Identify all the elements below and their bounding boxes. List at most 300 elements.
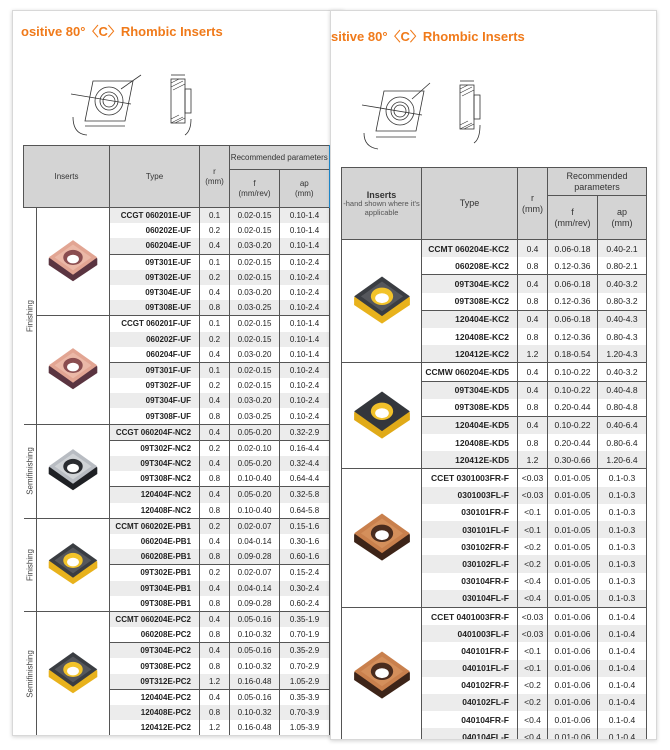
header-r-unit: (mm) [205, 176, 224, 186]
type-cell: 09T302E-PB1 [110, 565, 200, 581]
ap-cell: 1.20-6.4 [598, 451, 647, 469]
insert-image-cell [37, 208, 110, 316]
insert-image-cell [342, 607, 422, 740]
r-cell: <0.03 [518, 625, 548, 642]
f-cell: 0.06-0.18 [548, 275, 598, 293]
r-cell: 0.4 [200, 643, 230, 659]
type-cell: 09T302F-UF [110, 378, 200, 393]
type-cell: CCET 0401003FR-F [422, 607, 518, 625]
insert-image-cell [37, 518, 110, 611]
r-cell: 0.8 [200, 408, 230, 424]
f-cell: 0.09-0.28 [230, 549, 280, 565]
type-cell: 030104FL-F [422, 590, 518, 608]
f-cell: 0.10-0.22 [548, 363, 598, 381]
page-title: sitive 80°〈C〉Rhombic Inserts [331, 29, 525, 44]
type-cell: 060204E-UF [110, 238, 200, 254]
ap-cell: 1.05-3.9 [280, 720, 330, 735]
type-cell: 09T308E-PB1 [110, 596, 200, 612]
insert-gold-dark-icon [351, 433, 413, 443]
r-cell: 0.2 [200, 440, 230, 456]
header-f-label: f [571, 207, 574, 218]
ap-cell: 0.10-1.4 [280, 316, 330, 332]
ap-cell: 0.1-0.4 [598, 694, 647, 711]
type-cell: 040101FL-F [422, 660, 518, 677]
f-cell: 0.10-0.40 [230, 503, 280, 519]
f-cell: 0.02-0.15 [230, 208, 280, 224]
type-cell: 120404F-NC2 [110, 487, 200, 503]
section-label: Semifinishing [25, 649, 35, 698]
type-cell: CCMT 060202E-PB1 [110, 518, 200, 534]
ap-cell: 0.40-6.4 [598, 416, 647, 434]
insert-dimension-drawing [63, 59, 203, 139]
type-cell: CCMT 060204E-KC2 [422, 240, 518, 258]
f-cell: 0.01-0.06 [548, 607, 598, 625]
r-cell: 0.1 [200, 362, 230, 378]
ap-cell: 0.10-2.4 [280, 300, 330, 316]
ap-cell: 0.1-0.4 [598, 677, 647, 694]
f-cell: 0.09-0.28 [230, 596, 280, 612]
type-cell: 09T304E-PC2 [110, 643, 200, 659]
table-row [24, 208, 330, 224]
r-cell: <0.1 [518, 660, 548, 677]
ap-cell: 0.60-1.6 [280, 549, 330, 565]
type-cell: 09T312E-PC2 [110, 674, 200, 690]
header-ap-label: ap [299, 179, 309, 189]
header-inserts-label: Inserts [366, 189, 397, 200]
r-cell: <0.03 [518, 487, 548, 504]
f-cell: 0.01-0.05 [548, 487, 598, 504]
insert-spec-table [341, 167, 647, 740]
insert-image-cell [37, 611, 110, 735]
f-cell: 0.02-0.15 [230, 362, 280, 378]
table-row [342, 363, 647, 381]
ap-cell: 0.10-2.4 [280, 362, 330, 378]
table-row [342, 469, 647, 487]
type-cell: CCMW 060204E-KD5 [422, 363, 518, 381]
f-cell: 0.02-0.15 [230, 254, 280, 270]
ap-cell: 0.10-2.4 [280, 393, 330, 408]
f-cell: 0.05-0.20 [230, 456, 280, 471]
type-cell: CCET 0301003FR-F [422, 469, 518, 487]
r-cell: 0.4 [200, 347, 230, 363]
r-cell: 0.8 [518, 434, 548, 451]
ap-cell: 0.1-0.3 [598, 555, 647, 572]
r-cell: <0.4 [518, 590, 548, 608]
header-f-label: f [253, 179, 256, 189]
f-cell: 0.04-0.14 [230, 534, 280, 549]
r-cell: 0.4 [200, 487, 230, 503]
type-cell: 09T302F-NC2 [110, 440, 200, 456]
r-cell: 0.4 [518, 363, 548, 381]
r-cell: 0.8 [200, 705, 230, 720]
r-cell: 0.8 [200, 549, 230, 565]
f-cell: 0.01-0.05 [548, 538, 598, 555]
ap-cell: 1.05-2.9 [280, 674, 330, 690]
type-cell: 040104FL-F [422, 728, 518, 740]
header-ap-unit: (mm) [611, 217, 633, 228]
type-cell: 09T308E-UF [110, 300, 200, 316]
header-type: Type [110, 146, 200, 208]
type-cell: 060204E-PB1 [110, 534, 200, 549]
table-row [342, 240, 647, 258]
ap-cell: 0.80-3.2 [598, 293, 647, 311]
r-cell: 0.2 [200, 378, 230, 393]
ap-cell: 0.35-2.9 [280, 643, 330, 659]
r-cell: 0.8 [518, 328, 548, 345]
type-cell: 0401003FL-F [422, 625, 518, 642]
ap-cell: 0.64-4.4 [280, 471, 330, 487]
type-cell: 040101FR-F [422, 642, 518, 659]
r-cell: 0.8 [518, 399, 548, 417]
ap-cell: 0.1-0.4 [598, 728, 647, 740]
ap-cell: 0.1-0.3 [598, 504, 647, 521]
f-cell: 0.30-0.66 [548, 451, 598, 469]
f-cell: 0.02-0.07 [230, 565, 280, 581]
r-cell: 0.4 [200, 456, 230, 471]
type-cell: 09T304E-PB1 [110, 581, 200, 596]
r-cell: 0.8 [200, 627, 230, 643]
ap-cell: 0.60-2.4 [280, 596, 330, 612]
ap-cell: 1.20-4.3 [598, 345, 647, 363]
ap-cell: 0.32-2.9 [280, 424, 330, 440]
type-cell: 09T308E-PC2 [110, 658, 200, 673]
ap-cell: 0.40-4.3 [598, 310, 647, 328]
insert-copper-icon [46, 277, 100, 286]
f-cell: 0.10-0.32 [230, 658, 280, 673]
ap-cell: 0.10-2.4 [280, 408, 330, 424]
r-cell: <0.03 [518, 607, 548, 625]
r-cell: <0.1 [518, 642, 548, 659]
r-cell: 1.2 [200, 674, 230, 690]
type-cell: 120404E-PC2 [110, 689, 200, 705]
ap-cell: 0.1-0.3 [598, 590, 647, 608]
insert-bronze-icon [351, 556, 413, 566]
ap-cell: 0.40-2.1 [598, 240, 647, 258]
f-cell: 0.02-0.15 [230, 223, 280, 238]
f-cell: 0.01-0.06 [548, 677, 598, 694]
insert-image-cell [342, 240, 422, 363]
header-recommended-parameters: Recommended parameters [548, 168, 647, 196]
r-cell: <0.1 [518, 521, 548, 538]
f-cell: 0.12-0.36 [548, 328, 598, 345]
type-cell: 120404E-KC2 [422, 310, 518, 328]
type-cell: 120408E-KD5 [422, 434, 518, 451]
f-cell: 0.06-0.18 [548, 240, 598, 258]
insert-spec-table [23, 145, 331, 735]
type-cell: 060208E-PB1 [110, 549, 200, 565]
ap-cell: 0.10-1.4 [280, 238, 330, 254]
insert-copper-icon [46, 385, 100, 394]
section-label-cell [24, 611, 37, 735]
ap-cell: 0.10-2.4 [280, 378, 330, 393]
f-cell: 0.18-0.54 [548, 345, 598, 363]
f-cell: 0.10-0.32 [230, 705, 280, 720]
f-cell: 0.04-0.14 [230, 581, 280, 596]
r-cell: 0.8 [200, 658, 230, 673]
r-cell: 0.2 [200, 565, 230, 581]
f-cell: 0.01-0.06 [548, 711, 598, 728]
type-cell: CCGT 060201E-UF [110, 208, 200, 224]
r-cell: 0.1 [200, 208, 230, 224]
insert-image-cell [342, 363, 422, 469]
insert-gold-icon [351, 319, 413, 329]
r-cell: 0.4 [518, 310, 548, 328]
f-cell: 0.01-0.06 [548, 694, 598, 711]
section-label-cell [24, 208, 37, 425]
f-cell: 0.03-0.25 [230, 408, 280, 424]
r-cell: 0.8 [518, 257, 548, 275]
header-ap [598, 196, 647, 240]
r-cell: <0.4 [518, 728, 548, 740]
ap-cell: 0.70-3.9 [280, 705, 330, 720]
insert-gold-icon [46, 689, 100, 698]
r-cell: 0.2 [200, 223, 230, 238]
type-cell: 030101FL-F [422, 521, 518, 538]
f-cell: 0.05-0.20 [230, 487, 280, 503]
ap-cell: 0.10-2.4 [280, 285, 330, 300]
type-cell: 09T302E-UF [110, 270, 200, 285]
ap-cell: 0.32-4.4 [280, 456, 330, 471]
type-cell: CCMT 060204E-PC2 [110, 611, 200, 627]
table-row [24, 316, 330, 332]
right-catalog-page [330, 10, 657, 740]
ap-cell: 0.1-0.3 [598, 521, 647, 538]
left-catalog-page [12, 10, 344, 736]
r-cell: 0.2 [200, 518, 230, 534]
ap-cell: 0.1-0.4 [598, 642, 647, 659]
insert-dimension-drawing [356, 75, 496, 155]
f-cell: 0.02-0.15 [230, 378, 280, 393]
header-inserts: Inserts [24, 146, 110, 208]
insert-bronze-icon [351, 694, 413, 704]
section-label: Semifinishing [25, 447, 35, 495]
f-cell: 0.03-0.20 [230, 238, 280, 254]
type-cell: 040102FL-F [422, 694, 518, 711]
f-cell: 0.05-0.20 [230, 424, 280, 440]
type-cell: 09T308E-KD5 [422, 399, 518, 417]
r-cell: 0.4 [200, 393, 230, 408]
ap-cell: 0.10-1.4 [280, 208, 330, 224]
header-f-unit: (mm/rev) [238, 188, 271, 198]
type-cell: 09T308E-KC2 [422, 293, 518, 311]
r-cell: 0.8 [518, 293, 548, 311]
insert-image-cell [342, 469, 422, 608]
r-cell: 0.4 [200, 285, 230, 300]
r-cell: 1.2 [200, 720, 230, 735]
header-recommended-parameters: Recommended parameters [230, 146, 330, 170]
type-cell: 09T304E-KD5 [422, 381, 518, 399]
r-cell: <0.4 [518, 711, 548, 728]
type-cell: 040102FR-F [422, 677, 518, 694]
ap-cell: 0.1-0.4 [598, 607, 647, 625]
header-f-unit: (mm/rev) [554, 217, 591, 228]
r-cell: 0.8 [200, 471, 230, 487]
r-cell: 0.4 [200, 611, 230, 627]
ap-cell: 0.80-4.8 [598, 399, 647, 417]
table-row [24, 518, 330, 534]
header-ap [280, 170, 330, 208]
r-cell: 1.2 [518, 451, 548, 469]
f-cell: 0.05-0.16 [230, 643, 280, 659]
type-cell: 030102FR-F [422, 538, 518, 555]
ap-cell: 0.10-2.4 [280, 254, 330, 270]
header-inserts [342, 168, 422, 240]
f-cell: 0.20-0.44 [548, 434, 598, 451]
insert-silver-icon [46, 486, 100, 495]
type-cell: 060208E-PC2 [110, 627, 200, 643]
r-cell: 0.4 [200, 581, 230, 596]
section-label: Finishing [25, 548, 35, 581]
ap-cell: 0.16-4.4 [280, 440, 330, 456]
ap-cell: 0.80-6.4 [598, 434, 647, 451]
r-cell: <0.2 [518, 555, 548, 572]
f-cell: 0.12-0.36 [548, 257, 598, 275]
r-cell: 0.4 [518, 381, 548, 399]
type-cell: 09T308F-NC2 [110, 471, 200, 487]
ap-cell: 0.10-1.4 [280, 223, 330, 238]
f-cell: 0.01-0.05 [548, 573, 598, 590]
f-cell: 0.01-0.05 [548, 555, 598, 572]
type-cell: 030101FR-F [422, 504, 518, 521]
ap-cell: 0.80-4.3 [598, 328, 647, 345]
section-label-cell [24, 518, 37, 611]
r-cell: 0.8 [200, 596, 230, 612]
r-cell: 0.4 [200, 424, 230, 440]
ap-cell: 0.10-1.4 [280, 332, 330, 347]
r-cell: 0.2 [200, 270, 230, 285]
f-cell: 0.02-0.07 [230, 518, 280, 534]
f-cell: 0.01-0.05 [548, 590, 598, 608]
header-f [230, 170, 280, 208]
type-cell: 09T301F-UF [110, 362, 200, 378]
r-cell: <0.03 [518, 469, 548, 487]
f-cell: 0.01-0.06 [548, 625, 598, 642]
type-cell: 040104FR-F [422, 711, 518, 728]
type-cell: 060204F-UF [110, 347, 200, 363]
ap-cell: 0.35-3.9 [280, 689, 330, 705]
section-label-cell [24, 424, 37, 518]
type-cell: 030102FL-F [422, 555, 518, 572]
r-cell: 1.2 [518, 345, 548, 363]
ap-cell: 0.15-1.6 [280, 518, 330, 534]
f-cell: 0.01-0.06 [548, 728, 598, 740]
header-type: Type [422, 168, 518, 240]
type-cell: CCGT 060204F-NC2 [110, 424, 200, 440]
r-cell: <0.4 [518, 573, 548, 590]
type-cell: 09T304F-NC2 [110, 456, 200, 471]
r-cell: 0.4 [200, 689, 230, 705]
type-cell: 120412E-PC2 [110, 720, 200, 735]
f-cell: 0.05-0.16 [230, 611, 280, 627]
f-cell: 0.01-0.06 [548, 660, 598, 677]
header-ap-label: ap [616, 207, 627, 218]
f-cell: 0.16-0.48 [230, 720, 280, 735]
table-row [24, 611, 330, 627]
header-inserts-note: -hand shown where it's applicable [343, 199, 420, 217]
f-cell: 0.06-0.18 [548, 310, 598, 328]
insert-image-cell [37, 316, 110, 424]
ap-cell: 0.15-2.4 [280, 565, 330, 581]
ap-cell: 0.70-2.9 [280, 658, 330, 673]
ap-cell: 0.1-0.3 [598, 538, 647, 555]
header-r [200, 146, 230, 208]
ap-cell: 0.40-4.8 [598, 381, 647, 399]
header-ap-unit: (mm) [294, 188, 314, 198]
type-cell: 09T304E-KC2 [422, 275, 518, 293]
r-cell: 0.4 [518, 416, 548, 434]
f-cell: 0.03-0.25 [230, 300, 280, 316]
f-cell: 0.03-0.20 [230, 347, 280, 363]
type-cell: 060202E-UF [110, 223, 200, 238]
type-cell: 09T301E-UF [110, 254, 200, 270]
header-r-label: r [531, 193, 534, 204]
type-cell: CCGT 060201F-UF [110, 316, 200, 332]
ap-cell: 0.1-0.3 [598, 573, 647, 590]
r-cell: <0.2 [518, 677, 548, 694]
type-cell: 060202F-UF [110, 332, 200, 347]
section-label: Finishing [25, 299, 35, 332]
r-cell: 0.1 [200, 316, 230, 332]
r-cell: 0.4 [518, 240, 548, 258]
type-cell: 060208E-KC2 [422, 257, 518, 275]
f-cell: 0.20-0.44 [548, 399, 598, 417]
f-cell: 0.16-0.48 [230, 674, 280, 690]
r-cell: <0.1 [518, 504, 548, 521]
table-row [342, 607, 647, 625]
ap-cell: 0.1-0.4 [598, 660, 647, 677]
r-cell: 0.8 [200, 300, 230, 316]
ap-cell: 0.80-2.1 [598, 257, 647, 275]
f-cell: 0.01-0.05 [548, 504, 598, 521]
r-cell: 0.4 [200, 238, 230, 254]
insert-image-cell [37, 424, 110, 518]
r-cell: 0.4 [200, 534, 230, 549]
table-row [24, 424, 330, 440]
type-cell: 09T308F-UF [110, 408, 200, 424]
type-cell: 120408F-NC2 [110, 503, 200, 519]
header-f [548, 196, 598, 240]
type-cell: 09T304E-UF [110, 285, 200, 300]
r-cell: 0.2 [200, 332, 230, 347]
ap-cell: 0.1-0.3 [598, 469, 647, 487]
f-cell: 0.10-0.40 [230, 471, 280, 487]
ap-cell: 0.35-1.9 [280, 611, 330, 627]
type-cell: 120412E-KC2 [422, 345, 518, 363]
ap-cell: 0.64-5.8 [280, 503, 330, 519]
f-cell: 0.02-0.15 [230, 270, 280, 285]
ap-cell: 0.10-1.4 [280, 347, 330, 363]
ap-cell: 0.40-3.2 [598, 363, 647, 381]
f-cell: 0.01-0.05 [548, 469, 598, 487]
ap-cell: 0.1-0.4 [598, 711, 647, 728]
ap-cell: 0.30-2.4 [280, 581, 330, 596]
r-cell: <0.2 [518, 538, 548, 555]
f-cell: 0.03-0.20 [230, 285, 280, 300]
header-r [518, 168, 548, 240]
f-cell: 0.02-0.15 [230, 332, 280, 347]
ap-cell: 0.40-3.2 [598, 275, 647, 293]
type-cell: 120404E-KD5 [422, 416, 518, 434]
header-r-label: r [213, 167, 216, 177]
ap-cell: 0.1-0.4 [598, 625, 647, 642]
r-cell: 0.1 [200, 254, 230, 270]
f-cell: 0.10-0.22 [548, 381, 598, 399]
type-cell: 120412E-KD5 [422, 451, 518, 469]
r-cell: 0.4 [518, 275, 548, 293]
type-cell: 030104FR-F [422, 573, 518, 590]
type-cell: 120408E-KC2 [422, 328, 518, 345]
f-cell: 0.01-0.05 [548, 521, 598, 538]
